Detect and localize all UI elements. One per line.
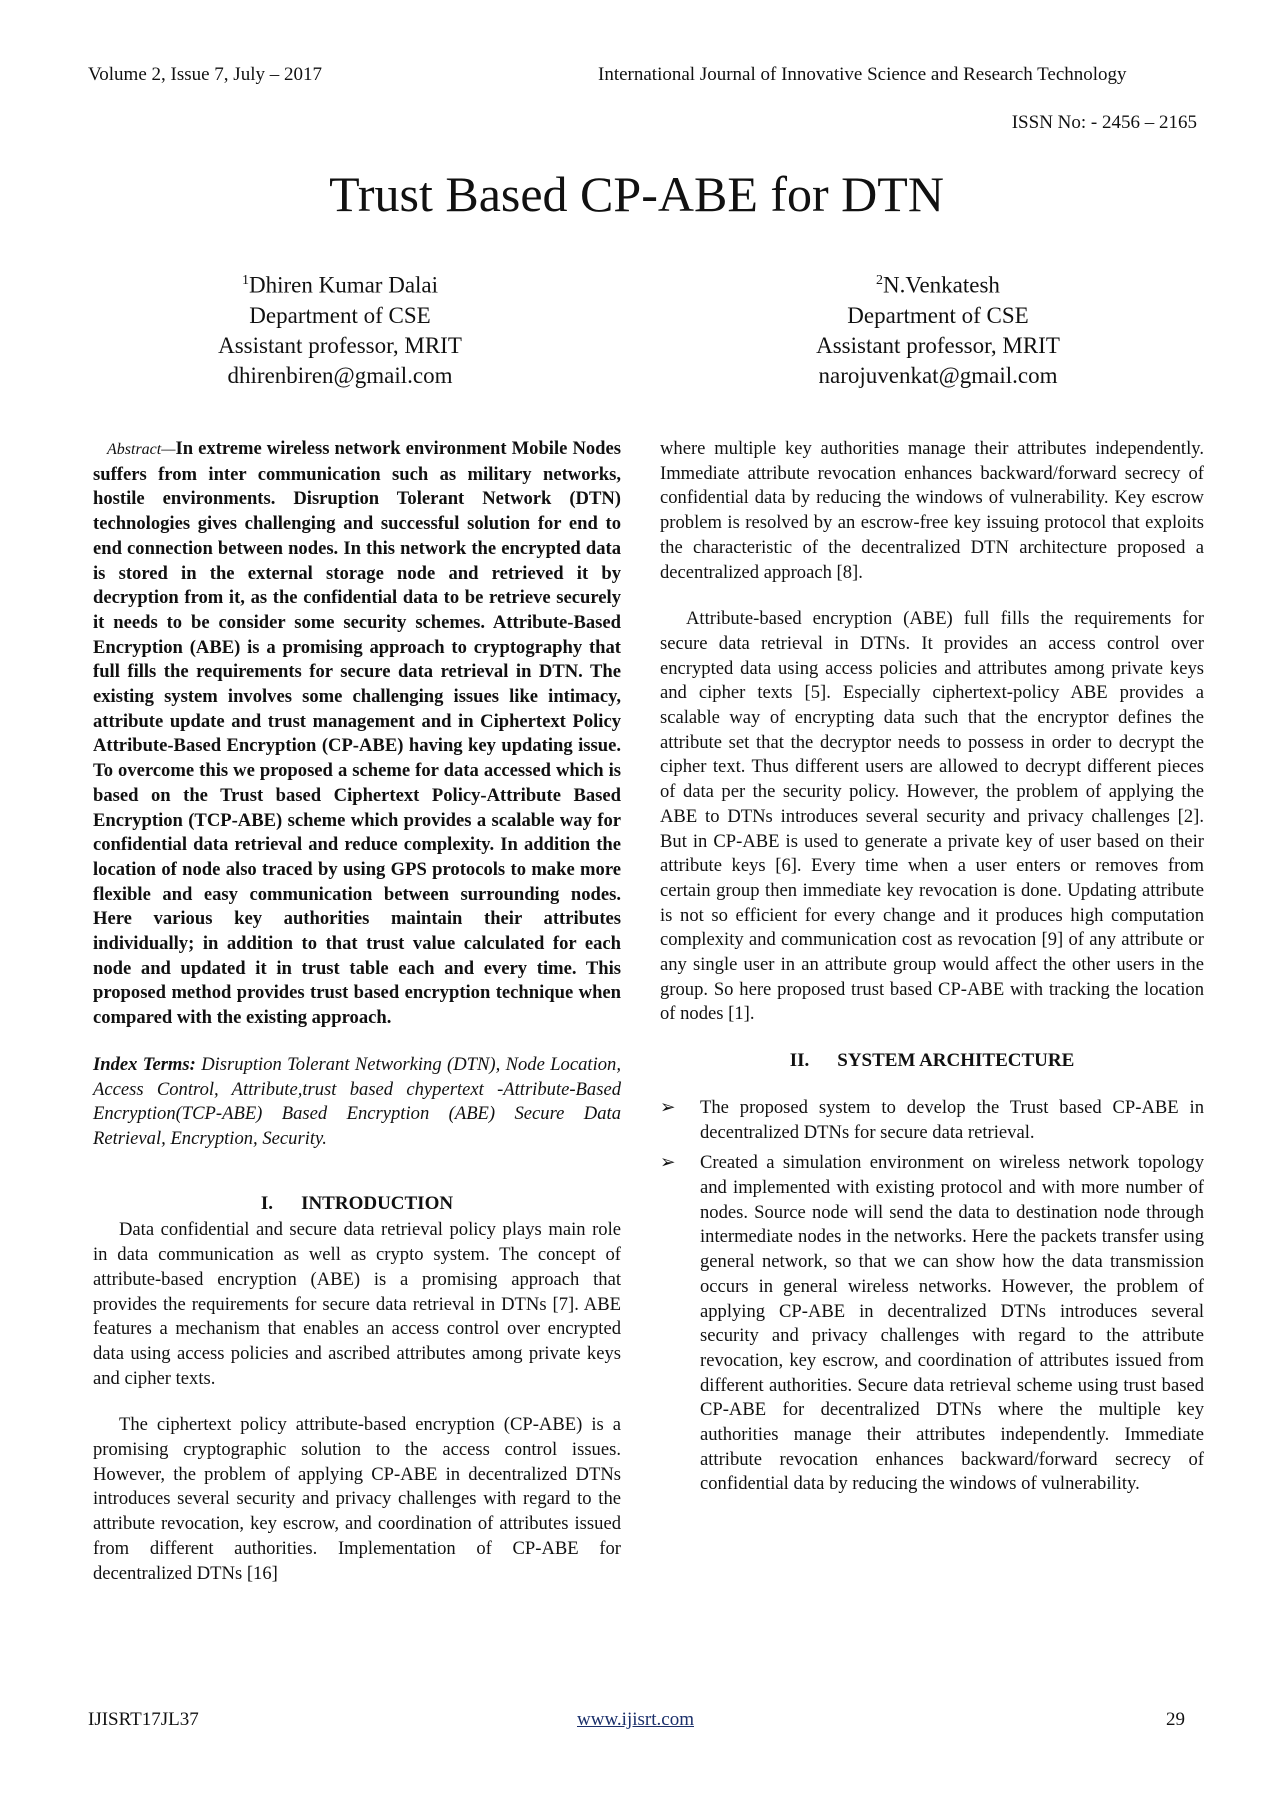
list-item-text: The proposed system to develop the Trust based CP-ABE in decentralized DTNs for secure data retrieval.	[700, 1096, 1204, 1143]
header-issn: ISSN No: - 2456 – 2165	[1011, 112, 1197, 133]
abstract-label: Abstract—	[107, 441, 176, 458]
section-number: II.	[789, 1050, 810, 1072]
author-dept: Department of CSE	[847, 302, 1029, 328]
author-role: Assistant professor, MRIT	[218, 332, 462, 358]
index-terms	[93, 1053, 621, 1152]
footer-website-link[interactable]: www.ijisrt.com	[577, 1709, 694, 1730]
author-1	[130, 266, 550, 391]
author-sup: 1	[241, 273, 249, 288]
author-email: narojuvenkat@gmail.com	[818, 362, 1058, 388]
abstract	[93, 437, 621, 1031]
index-terms-text: Disruption Tolerant Networking (DTN), Node Location, Access Control, Attribute,trust based chypertext -Attribute-Based Encryption(TCP-ABE) Based Encryption (ABE) Secure Data Retrieval, Encryption, Security.	[93, 1053, 621, 1149]
arrow-bullet-icon: ➢	[660, 1152, 676, 1174]
section-title: SYSTEM ARCHITECTURE	[837, 1050, 1075, 1072]
left-column	[93, 437, 621, 1586]
author-role: Assistant professor, MRIT	[816, 332, 1060, 358]
section-number: I.	[260, 1192, 274, 1214]
list-item	[660, 1096, 1204, 1145]
abstract-text: In extreme wireless network environment Mobile Nodes suffers from inter communication such as military networks, hostile environments. Disruption Tolerant Network (DTN) technologies gives challenging and successful solution for end to end connection between nodes. In this network the encrypted data is stored in the external storage node and retrieved it by decryption from it, as the confidential data to be retrieve securely it needs to be consider some security schemes. Attribute-Based Encryption (ABE) is a promising approach to cryptography that full fills the requirements for secure data retrieval in DTN. The existing system involves some challenging issues like intimacy, attribute update and trust management and in Ciphertext Policy Attribute-Based Encryption (CP-ABE) having key updating issue. To overcome this we proposed a scheme for data accessed which is based on the Trust based Ciphertext Policy-Attribute Based Encryption (TCP-ABE) scheme which provides a scalable way for confidential data retrieval and reduce complexity. In addition the location of node also traced by using GPS protocols to make more flexible and easy communication between surrounding nodes. Here various key authorities maintain their attributes individually; in addition to that trust value calculated for each node and updated it in trust table each and every time. This proposed method provides trust based encryption technique when compared with the existing approach.	[93, 438, 621, 1029]
header-journal: International Journal of Innovative Science and Research Technology	[598, 64, 1127, 85]
section-title: INTRODUCTION	[301, 1192, 454, 1214]
section-heading-system-architecture	[660, 1049, 1204, 1074]
arrow-bullet-icon: ➢	[660, 1096, 676, 1118]
author-dept: Department of CSE	[249, 302, 431, 328]
author-name: N.Venkatesh	[883, 272, 1000, 298]
bullet-list	[660, 1096, 1204, 1497]
author-name: Dhiren Kumar Dalai	[248, 272, 439, 298]
page-number: 29	[1166, 1709, 1185, 1730]
list-item	[660, 1151, 1204, 1497]
right-column	[660, 437, 1204, 1503]
author-sup: 2	[876, 273, 884, 288]
section-heading-introduction	[93, 1192, 621, 1217]
paper-title: Trust Based CP-ABE for DTN	[329, 166, 944, 222]
paragraph: Attribute-based encryption (ABE) full fills the requirements for secure data retrieval in DTNs. It provides an access control over encrypted data using access policies and attributes among private keys and cipher texts [5]. Especially ciphertext-policy ABE provides a scalable way of encrypting data such that the encryptor defines the attribute set that the decryptor needs to possess in order to decrypt the cipher text. Thus different users are allowed to decrypt different pieces of data per the security policy. However, the problem of applying the ABE to DTNs introduces several security and privacy challenges [2]. But in CP-ABE is used to generate a private key of user based on their attribute keys [6]. Every time when a user enters or removes from certain group then immediate key revocation is done. Updating attribute is not so efficient for every change and it produces high computation complexity and communication cost as revocation [9] of any attribute or any single user in an attribute group would affect the other users in the group. So here proposed trust based CP-ABE with tracking the location of nodes [1].	[660, 608, 1204, 1025]
author-2	[728, 266, 1148, 391]
index-terms-label: Index Terms:	[93, 1053, 196, 1075]
header-volume: Volume 2, Issue 7, July – 2017	[88, 64, 322, 85]
paragraph: The ciphertext policy attribute-based encryption (CP-ABE) is a promising cryptographic solution to the access control issues. However, the problem of applying CP-ABE in decentralized DTNs introduces several security and privacy challenges with regard to the attribute revocation, key escrow, and coordination of attributes issued from different authorities. Implementation of CP-ABE for decentralized DTNs [16]	[93, 1414, 621, 1584]
footer-paper-id: IJISRT17JL37	[88, 1709, 199, 1730]
list-item-text: Created a simulation environment on wireless network topology and implemented with existing protocol and with more number of nodes. Source node will send the data to destination node through intermediate nodes in the networks. Here the packets transfer using general network, so that we can show how the data transmission occurs in general wireless networks. However, the problem of applying CP-ABE in decentralized DTNs introduces several security and privacy challenges with regard to the attribute revocation, key escrow, and coordination of attributes issued from different authorities. Secure data retrieval scheme using trust based CP-ABE for decentralized DTNs where the multiple key authorities manage their attributes independently. Immediate attribute revocation enhances backward/forward secrecy of confidential data by reducing the windows of vulnerability.	[700, 1152, 1204, 1495]
paragraph: where multiple key authorities manage their attributes independently. Immediate attribute revocation enhances backward/forward secrecy of confidential data by reducing the windows of vulnerability. Key escrow problem is resolved by an escrow-free key issuing protocol that exploits the characteristic of the decentralized DTN architecture proposed a decentralized approach [8].	[660, 438, 1204, 583]
author-email: dhirenbiren@gmail.com	[227, 362, 453, 388]
paragraph: Data confidential and secure data retrieval policy plays main role in data communication as well as crypto system. The concept of attribute-based encryption (ABE) is a promising approach that provides the requirements for secure data retrieval in DTNs [7]. ABE features a mechanism that enables an access control over encrypted data using access policies and ascribed attributes among private keys and cipher texts.	[93, 1219, 621, 1389]
